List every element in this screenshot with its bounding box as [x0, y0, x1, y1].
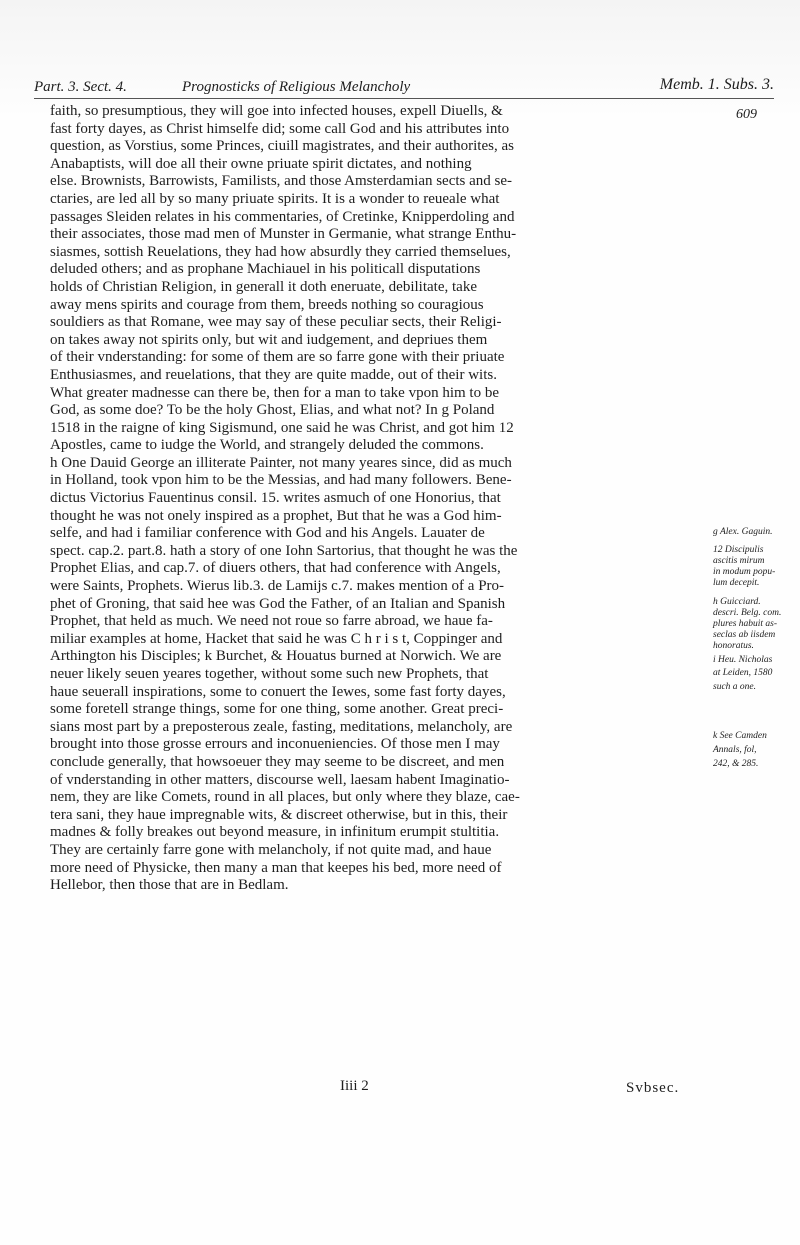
text-line: deluded others; and as prophane Machiauel in his politicall disputations	[50, 261, 481, 278]
text-line: dictus Victorius Fauentinus consil. 15. writes asmuch of one Honorius, that	[50, 490, 501, 507]
text-line: Prophet, that held as much. We need not roue so farre abroad, we haue fa-	[50, 613, 493, 630]
text-line: neuer likely seuen yeares together, without some such new Prophets, that	[50, 666, 489, 682]
signature-mark: Iiii 2	[340, 1078, 369, 1094]
margin-note: g Alex. Gaguin.	[713, 527, 773, 537]
text-line: conclude generally, that howsoeuer they may seeme to be discreet, and men	[50, 753, 505, 770]
text-line: fast forty dayes, as Christ himselfe did; some call God and his attributes into	[50, 120, 510, 137]
text-line: souldiers as that Romane, wee may say of these peculiar sects, their Religi-	[50, 314, 502, 331]
text-line: holds of Christian Religion, in generall it doth eneruate, debilitate, take	[50, 278, 477, 295]
margin-note: seclas ab iisdem	[713, 630, 776, 640]
header-rule	[34, 98, 774, 99]
text-line: 1518 in the raigne of king Sigismund, one said he was Christ, and got him 12	[50, 419, 514, 436]
margin-note: ascitis mirum	[713, 556, 765, 566]
text-line: Hellebor, then those that are in Bedlam.	[50, 877, 289, 894]
margin-note: plures habuit as-	[713, 619, 778, 629]
text-line: siasmes, sottish Reuelations, they had how absurdly they carried themselues,	[50, 243, 511, 260]
text-line: some foretell strange things, some for one thing, some another. Great preci-	[50, 701, 504, 718]
text-line: haue seuerall inspirations, some to conuert the Iewes, some fast forty dayes,	[50, 683, 506, 700]
text-line: madnes & folly breakes out beyond measure, in infinitum erumpit stultitia.	[50, 824, 500, 841]
margin-note: Annals, fol,	[713, 745, 757, 755]
text-line: They are certainly farre gone with melancholy, if not quite mad, and haue	[50, 841, 492, 858]
margin-note: 242, & 285.	[713, 759, 759, 769]
margin-note: in modum popu-	[713, 567, 776, 577]
text-line: in Holland, took vpon him to be the Messias, and had many followers. Bene-	[50, 472, 512, 489]
text-line: spect. cap.2. part.8. hath a story of one Iohn Sartorius, that thought he was the	[50, 542, 518, 559]
text-line: nem, they are like Comets, round in all places, but only where they blaze, cae-	[50, 789, 520, 806]
text-line: on takes away not spirits only, but wit and iudgement, and depriues them	[50, 331, 488, 348]
text-line: What greater madnesse can there be, then for a man to take vpon him to be	[50, 384, 499, 401]
margin-note: i Heu. Nicholas	[713, 655, 773, 665]
text-line: Apostles, came to iudge the World, and strangely deluded the commons.	[50, 437, 484, 454]
text-line: question, as Vorstius, some Princes, ciuill magistrates, and their authorites, as	[50, 138, 514, 155]
text-line: Prophet Elias, and cap.7. of diuers others, that had conference with Angels,	[50, 560, 501, 577]
text-line: brought into those grosse errours and inconueniencies. Of those men I may	[50, 736, 500, 753]
main-text	[50, 103, 710, 895]
margin-note: descri. Belg. com.	[713, 608, 782, 618]
text-line: Anabaptists, will doe all their owne priuate spirit dictates, and nothing	[50, 155, 472, 172]
header-title: Prognosticks of Religious Melancholy	[182, 79, 411, 95]
page-number: 609	[736, 107, 757, 122]
text-line: faith, so presumptious, they will goe into infected houses, expell Diuells, &	[50, 103, 503, 119]
margin-note: lum decepit.	[713, 578, 760, 588]
text-line: Arthington his Disciples; k Burchet, & Houatus burned at Norwich. We are	[50, 648, 502, 665]
running-header	[34, 76, 774, 100]
text-line: of vnderstanding in other matters, discourse well, laesam habent Imaginatio-	[50, 771, 510, 788]
page-edge-shadow	[0, 0, 800, 120]
text-line: God, as some doe? To be the holy Ghost, Elias, and what not? In g Poland	[50, 402, 495, 419]
margin-note: honoratus.	[713, 641, 754, 651]
text-line: more need of Physicke, then many a man that keepes his bed, more need of	[50, 859, 502, 876]
text-line: else. Brownists, Barrowists, Familists, and those Amsterdamian sects and se-	[50, 173, 513, 190]
text-line: were Saints, Prophets. Wierus lib.3. de Lamijs c.7. makes mention of a Pro-	[50, 578, 505, 595]
text-line: h One Dauid George an illiterate Painter, not many yeares since, did as much	[50, 454, 512, 471]
text-line: away mens spirits and courage from them, breeds nothing so couragious	[50, 296, 484, 313]
text-line: ctaries, are led all by so many priuate spirits. It is a wonder to reueale what	[50, 190, 500, 207]
margin-note: at Leiden, 1580	[713, 668, 773, 678]
text-line: passages Sleiden relates in his commentaries, of Cretinke, Knipperdoling and	[50, 208, 515, 225]
margin-note: h Guicciard.	[713, 597, 761, 607]
margin-note: such a one.	[713, 682, 757, 692]
text-line: phet of Groning, that said hee was God the Father, of an Italian and Spanish	[50, 595, 506, 612]
text-line: selfe, and had i familiar conference with God and his Angels. Lauater de	[50, 525, 485, 542]
margin-note: k See Camden	[713, 731, 767, 741]
text-line: their associates, those mad men of Munster in Germanie, what strange Enthu-	[50, 226, 517, 243]
text-line: of their vnderstanding: for some of them are so farre gone with their priuate	[50, 349, 505, 366]
catchword: Svbsec.	[626, 1080, 680, 1096]
header-member: Memb. 1. Subs. 3.	[659, 76, 774, 93]
text-line: miliar examples at home, Hacket that said he was C h r i s t, Coppinger and	[50, 630, 503, 647]
text-line: Enthusiasmes, and reuelations, that they are quite madde, out of their wits.	[50, 366, 497, 383]
margin-note: 12 Discipulis	[713, 545, 764, 555]
text-line: tera sani, they haue impregnable wits, & discreet otherwise, but in this, their	[50, 806, 508, 823]
text-line: sians most part by a preposterous zeale, fasting, meditations, melancholy, are	[50, 718, 513, 735]
text-line: thought he was not onely inspired as a prophet, But that he was a God him-	[50, 507, 502, 524]
header-part-section: Part. 3. Sect. 4.	[34, 79, 127, 95]
page-footer	[0, 1078, 800, 1102]
